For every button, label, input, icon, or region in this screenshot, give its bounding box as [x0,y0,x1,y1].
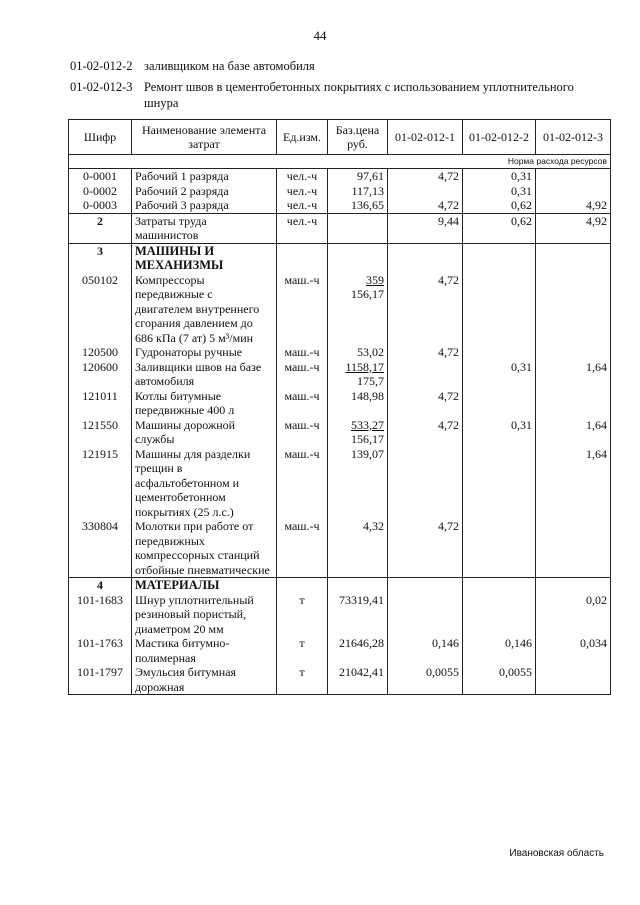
row-value-col2 [463,345,536,360]
row-value-col3: 4,92 [536,213,611,243]
row-value-col3 [536,345,611,360]
row-value-col3: 0,02 [536,593,611,637]
row-unit: маш.-ч [277,418,328,447]
row-price: 117,13 [328,184,388,199]
row-code: 3 [69,243,132,273]
row-code: 121550 [69,418,132,447]
row-name: Компрессоры передвижные с двигателем внутреннего сгорания давлением до 686 кПа (7 ат) 5 м³/мин [132,273,277,346]
row-price: 21042,41 [328,665,388,695]
row-value-col1 [388,578,463,593]
row-value-col2: 0,62 [463,198,536,213]
header-code: Шифр [69,120,132,155]
row-value-col1: 4,72 [388,273,463,346]
row-price: 73319,41 [328,593,388,637]
row-value-col2 [463,447,536,520]
table-row [69,636,611,665]
row-value-col3: 1,64 [536,418,611,447]
row-value-col2 [463,273,536,346]
row-unit: чел.-ч [277,213,328,243]
norm-row [69,155,611,169]
row-price [328,360,388,389]
footer-region: Ивановская область [509,848,604,859]
table-row [69,389,611,418]
row-value-col1 [388,184,463,199]
table-row [69,184,611,199]
row-name: Затраты труда машинистов [132,213,277,243]
row-value-col2: 0,146 [463,636,536,665]
table-row [69,198,611,213]
table-row [69,519,611,578]
price-base: 175,7 [357,374,384,388]
intro-text: заливщиком на базе автомобиля [144,59,315,73]
price-current: 1158,17 [345,359,384,374]
row-value-col2 [463,243,536,273]
row-value-col3 [536,578,611,593]
row-value-col2 [463,519,536,578]
row-value-col2: 0,62 [463,213,536,243]
row-name: Котлы битумные передвижные 400 л [132,389,277,418]
table-row [69,665,611,695]
row-value-col1 [388,243,463,273]
row-value-col3 [536,519,611,578]
row-price: 21646,28 [328,636,388,665]
row-value-col2: 0,31 [463,360,536,389]
row-code: 101-1763 [69,636,132,665]
intro-code: 01-02-012-2 [70,59,133,73]
row-value-col1 [388,593,463,637]
intro-line [70,79,610,111]
intro-code: 01-02-012-3 [70,80,133,94]
row-value-col3: 1,64 [536,447,611,520]
row-value-col2 [463,389,536,418]
row-code: 0-0002 [69,184,132,199]
header-col3: 01-02-012-3 [536,120,611,155]
row-price [328,578,388,593]
table-row [69,578,611,593]
row-price [328,273,388,346]
header-col2: 01-02-012-2 [463,120,536,155]
row-unit: чел.-ч [277,169,328,184]
row-code: 120600 [69,360,132,389]
row-code: 0-0001 [69,169,132,184]
row-price [328,418,388,447]
row-value-col3: 1,64 [536,360,611,389]
table-row [69,418,611,447]
row-value-col1 [388,447,463,520]
row-value-col3 [536,389,611,418]
row-price: 4,32 [328,519,388,578]
row-value-col3: 0,034 [536,636,611,665]
row-value-col1: 9,44 [388,213,463,243]
table-row [69,360,611,389]
row-price: 139,07 [328,447,388,520]
row-name: Машины для разделки трещин в асфальтобетонном и цементобетонном покрытиях (25 л.с.) [132,447,277,520]
row-value-col1: 4,72 [388,389,463,418]
price-base: 156,17 [351,287,384,301]
row-name: Рабочий 1 разряда [132,169,277,184]
header-unit: Ед.изм. [277,120,328,155]
row-name: Машины дорожной службы [132,418,277,447]
row-price: 136,65 [328,198,388,213]
row-value-col1: 4,72 [388,169,463,184]
row-value-col1 [388,360,463,389]
page-number: 44 [313,28,327,43]
row-unit: маш.-ч [277,360,328,389]
row-code: 4 [69,578,132,593]
row-code: 121915 [69,447,132,520]
row-price [328,213,388,243]
table-header-row [69,120,611,155]
row-name: Шнур уплотнительный резиновый пористый, диаметром 20 мм [132,593,277,637]
row-value-col3 [536,169,611,184]
row-name: Гудронаторы ручные [132,345,277,360]
table-row [69,243,611,273]
row-value-col3 [536,243,611,273]
row-unit: чел.-ч [277,184,328,199]
row-unit: чел.-ч [277,198,328,213]
row-value-col1: 4,72 [388,418,463,447]
intro-text: Ремонт швов в цементобетонных покрытиях с использованием уплотнительного шнура [144,80,574,110]
row-name: Молотки при работе от передвижных компрессорных станций отбойные пневматические [132,519,277,578]
row-value-col2: 0,31 [463,418,536,447]
row-code: 050102 [69,273,132,346]
header-name: Наименование элемента затрат [132,120,277,155]
table-row [69,213,611,243]
row-name: МАТЕРИАЛЫ [132,578,277,593]
row-value-col2 [463,593,536,637]
row-name: Рабочий 3 разряда [132,198,277,213]
row-unit: маш.-ч [277,389,328,418]
row-name: Рабочий 2 разряда [132,184,277,199]
row-unit: маш.-ч [277,519,328,578]
row-name: МАШИНЫ И МЕХАНИЗМЫ [132,243,277,273]
table-row [69,169,611,184]
row-price: 148,98 [328,389,388,418]
row-code: 330804 [69,519,132,578]
row-value-col3 [536,184,611,199]
row-unit: маш.-ч [277,345,328,360]
row-value-col2: 0,31 [463,169,536,184]
table-row [69,273,611,346]
table-row [69,345,611,360]
header-col1: 01-02-012-1 [388,120,463,155]
row-unit: маш.-ч [277,273,328,346]
price-base: 156,17 [351,432,384,446]
row-name: Заливщики швов на базе автомобиля [132,360,277,389]
row-unit: т [277,665,328,695]
row-unit [277,243,328,273]
norm-label: Норма расхода ресурсов [69,155,611,169]
row-price: 97,61 [328,169,388,184]
table-row [69,447,611,520]
price-current: 359 [366,272,384,287]
table-row [69,593,611,637]
row-value-col3 [536,665,611,695]
row-unit: т [277,636,328,665]
row-code: 101-1683 [69,593,132,637]
header-price: Баз.цена руб. [328,120,388,155]
row-code: 101-1797 [69,665,132,695]
intro-line [70,58,610,74]
row-value-col1: 0,146 [388,636,463,665]
row-value-col1: 0,0055 [388,665,463,695]
row-name: Эмульсия битумная дорожная [132,665,277,695]
row-value-col1: 4,72 [388,198,463,213]
resource-table [68,119,611,695]
row-value-col1: 4,72 [388,345,463,360]
row-code: 0-0003 [69,198,132,213]
row-code: 120500 [69,345,132,360]
row-value-col1: 4,72 [388,519,463,578]
row-value-col3 [536,273,611,346]
row-value-col3: 4,92 [536,198,611,213]
row-unit: т [277,593,328,637]
row-value-col2: 0,31 [463,184,536,199]
row-value-col2: 0,0055 [463,665,536,695]
row-value-col2 [463,578,536,593]
row-name: Мастика битумно-полимерная [132,636,277,665]
row-unit: маш.-ч [277,447,328,520]
row-code: 121011 [69,389,132,418]
row-code: 2 [69,213,132,243]
row-unit [277,578,328,593]
price-current: 533,27 [351,417,384,432]
row-price [328,243,388,273]
row-price: 53,02 [328,345,388,360]
